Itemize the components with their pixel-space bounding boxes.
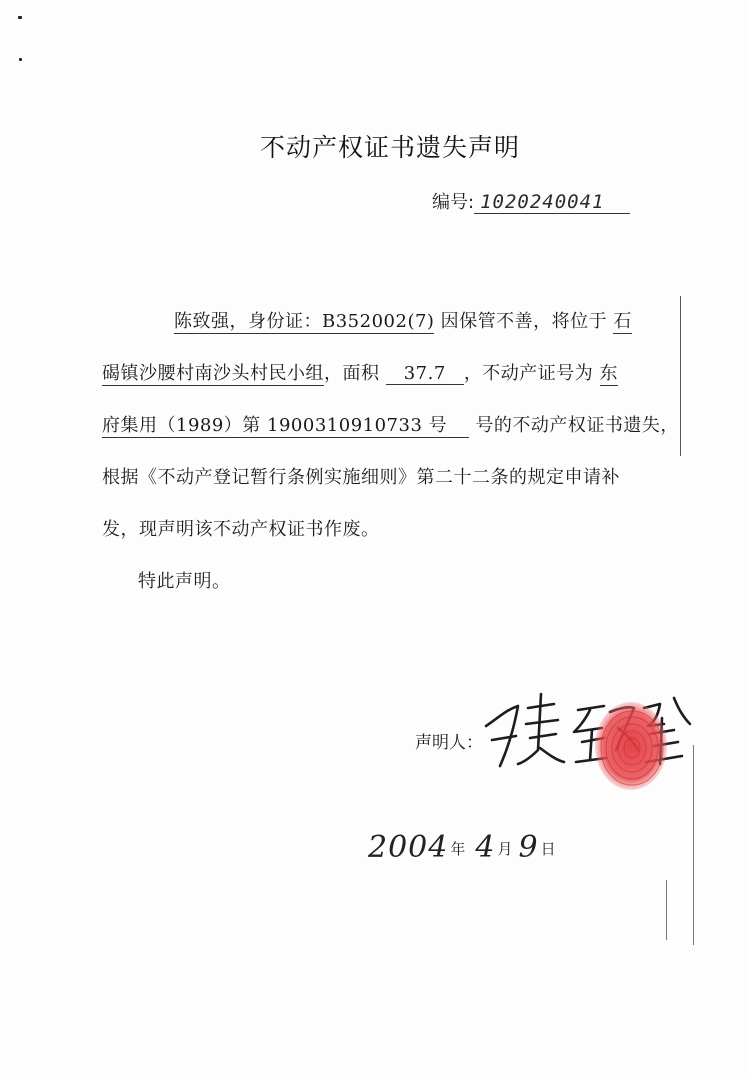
document-title: 不动产权证书遗失声明: [259, 133, 520, 162]
scan-artifact: [18, 16, 22, 19]
date-year: 2004: [368, 830, 449, 865]
date-month-unit: 月: [497, 840, 513, 858]
margin-line: [693, 745, 694, 945]
scan-artifact: [19, 58, 22, 61]
body-line-3: [102, 400, 679, 452]
reference-number-row: [432, 188, 630, 214]
id-label: ，身份证：: [229, 311, 322, 332]
cert-part2: 府集用（1989）第 1900310910733 号: [102, 415, 469, 438]
date-day-unit: 日: [540, 840, 556, 858]
id-number: B352002(7): [322, 311, 435, 332]
declaration-date: [368, 830, 562, 865]
body-line-2: [102, 348, 672, 400]
closing-statement: 特此声明。: [138, 571, 231, 592]
declaration-body: [102, 296, 679, 608]
reference-label: 编号:: [432, 192, 475, 213]
loss-reason: 因保管不善，将位于: [440, 311, 608, 332]
cert-part1: 东: [599, 363, 619, 384]
declarant-name: 陈致强: [174, 311, 230, 332]
location-part2: 碣镇沙腰村南沙头村民小组: [102, 363, 324, 384]
date-year-unit: 年: [450, 840, 466, 858]
reference-number: 1020240041: [474, 191, 630, 214]
body-line-5: 发，现声明该不动产权证书作废。: [102, 519, 380, 540]
after-cert: 号的不动产权证书遗失，: [475, 415, 679, 436]
location-part1: 石: [613, 311, 632, 332]
declarant-label: 声明人：: [415, 733, 483, 753]
margin-line: [680, 296, 681, 456]
cert-label: ，不动产证号为: [463, 363, 594, 384]
body-line-4: 根据《不动产登记暂行条例实施细则》第二十二条的规定申请补: [102, 467, 620, 488]
area-label: ，面积: [324, 363, 380, 384]
red-thumbprint: [592, 700, 670, 792]
date-day: 9: [518, 830, 539, 865]
area-value: 37.7: [386, 363, 464, 385]
margin-line: [666, 880, 667, 940]
body-line-1: [102, 296, 672, 348]
date-month: 4: [475, 830, 496, 865]
